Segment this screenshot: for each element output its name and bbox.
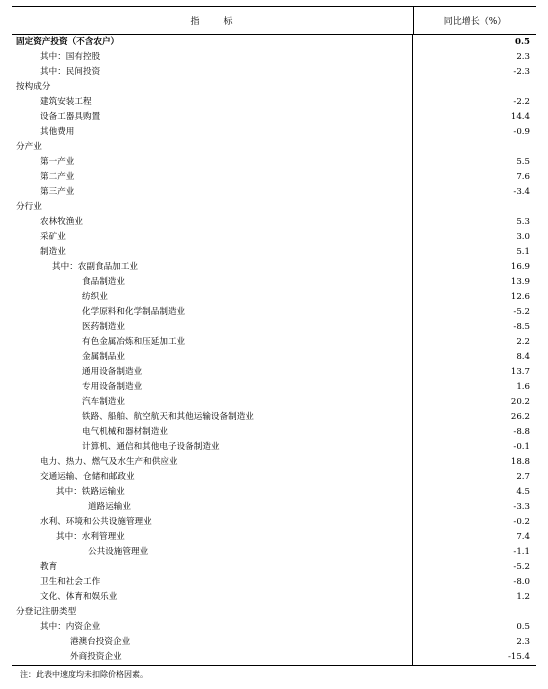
row-value: -8.5 [513,322,530,332]
row-value: -3.3 [513,502,530,512]
table-row [12,605,536,620]
row-value: -0.2 [513,517,530,527]
header-growth: 同比增长（%） [443,17,507,27]
row-label: 公共设施管理业 [12,545,413,560]
row-value: -8.8 [513,427,530,437]
row-value: 0.5 [516,622,530,632]
row-label: 交通运输、仓储和邮政业 [12,470,413,485]
row-value: -2.2 [513,97,530,107]
row-label: 第一产业 [12,155,413,170]
row-value: 2.2 [516,337,530,347]
row-value: 5.3 [516,217,530,227]
row-value: -0.9 [513,127,530,137]
row-label: 铁路、船舶、航空航天和其他运输设备制造业 [12,410,413,425]
row-label: 道路运输业 [12,500,413,515]
row-value: 12.6 [510,292,530,302]
row-label: 其中：农副食品加工业 [12,260,413,275]
table-row [12,245,536,260]
table-row [12,410,536,425]
table-row [12,350,536,365]
table-row [12,635,536,650]
row-value: -0.1 [513,442,530,452]
row-value: -3.4 [513,187,530,197]
row-value: 2.3 [516,52,530,62]
table-row [12,260,536,275]
row-value: 13.7 [510,367,530,377]
table-row [12,380,536,395]
row-label: 计算机、通信和其他电子设备制造业 [12,440,413,455]
table-row [12,650,536,665]
table-header [12,7,536,35]
table-row [12,440,536,455]
row-label: 文化、体育和娱乐业 [12,590,413,605]
table-row [12,545,536,560]
footnote: 注：此表中速度均未扣除价格因素。 [20,670,148,679]
row-label: 外商投资企业 [12,650,413,665]
row-value: 1.6 [516,382,530,392]
row-label: 其中：铁路运输业 [12,485,413,500]
row-value: 16.9 [510,262,530,272]
row-value: 4.5 [516,487,530,497]
row-label: 固定资产投资（不含农户） [12,35,413,50]
table-body [12,35,536,665]
table-row [12,620,536,635]
table-row [12,35,536,50]
table-row [12,395,536,410]
row-label: 其中：国有控股 [12,50,413,65]
table-row [12,110,536,125]
row-value: 1.2 [516,592,530,602]
table-row [12,50,536,65]
row-value: 13.9 [510,277,530,287]
row-label: 制造业 [12,245,413,260]
row-value: 8.4 [516,352,530,362]
table-row [12,170,536,185]
table-row [12,155,536,170]
row-value: 5.1 [516,247,530,257]
table-row [12,305,536,320]
table-row [12,470,536,485]
table-row [12,530,536,545]
row-label: 通用设备制造业 [12,365,413,380]
row-value: 26.2 [510,412,530,422]
row-value: -8.0 [513,577,530,587]
table-row [12,140,536,155]
table-row [12,320,536,335]
row-label: 按构成分 [12,80,413,95]
row-value [413,605,536,620]
row-label: 其中：民间投资 [12,65,413,80]
table-row [12,365,536,380]
row-label: 港澳台投资企业 [12,635,413,650]
row-label: 农林牧渔业 [12,215,413,230]
row-label: 汽车制造业 [12,395,413,410]
row-label: 纺织业 [12,290,413,305]
row-value: 5.5 [516,157,530,167]
row-label: 电力、热力、燃气及水生产和供应业 [12,455,413,470]
row-label: 分产业 [12,140,413,155]
row-value: 2.3 [516,637,530,647]
row-value: 7.4 [516,532,530,542]
row-label: 分行业 [12,200,413,215]
row-label: 第二产业 [12,170,413,185]
row-label: 电气机械和器材制造业 [12,425,413,440]
row-label: 化学原料和化学制品制造业 [12,305,413,320]
row-label: 设备工器具购置 [12,110,413,125]
row-label: 有色金属冶炼和压延加工业 [12,335,413,350]
header-indicator: 指 标 [12,7,414,34]
row-value [413,140,536,155]
row-label: 医药制造业 [12,320,413,335]
table-row [12,95,536,110]
table-row [12,500,536,515]
table-row [12,485,536,500]
row-label: 采矿业 [12,230,413,245]
investment-growth-table [12,6,536,666]
table-row [12,425,536,440]
row-label: 其中：水利管理业 [12,530,413,545]
row-label: 分登记注册类型 [12,605,413,620]
row-value [413,80,536,95]
table-row [12,125,536,140]
row-value: -2.3 [513,67,530,77]
table-row [12,200,536,215]
table-row [12,80,536,95]
table-row [12,185,536,200]
table-row [12,455,536,470]
row-label: 专用设备制造业 [12,380,413,395]
row-label: 其他费用 [12,125,413,140]
row-label: 食品制造业 [12,275,413,290]
table-row [12,65,536,80]
row-label: 水利、环境和公共设施管理业 [12,515,413,530]
row-label: 金属制品业 [12,350,413,365]
row-label: 第三产业 [12,185,413,200]
table-row [12,590,536,605]
table-row [12,515,536,530]
table-row [12,290,536,305]
row-value: 0.5 [515,37,530,47]
table-row [12,215,536,230]
row-value: 14.4 [510,112,530,122]
row-value: -5.2 [513,307,530,317]
table-row [12,275,536,290]
row-value: 20.2 [510,397,530,407]
row-value: -5.2 [513,562,530,572]
row-value: 18.8 [510,457,530,467]
table-row [12,230,536,245]
table-row [12,560,536,575]
row-value: -15.4 [507,652,530,662]
row-value: -1.1 [513,547,530,557]
row-label: 教育 [12,560,413,575]
row-value [413,200,536,215]
row-label: 其中：内资企业 [12,620,413,635]
row-label: 卫生和社会工作 [12,575,413,590]
table-row [12,335,536,350]
row-value: 7.6 [516,172,530,182]
row-label: 建筑安装工程 [12,95,413,110]
table-row [12,575,536,590]
row-value: 2.7 [516,472,530,482]
row-value: 3.0 [516,232,530,242]
